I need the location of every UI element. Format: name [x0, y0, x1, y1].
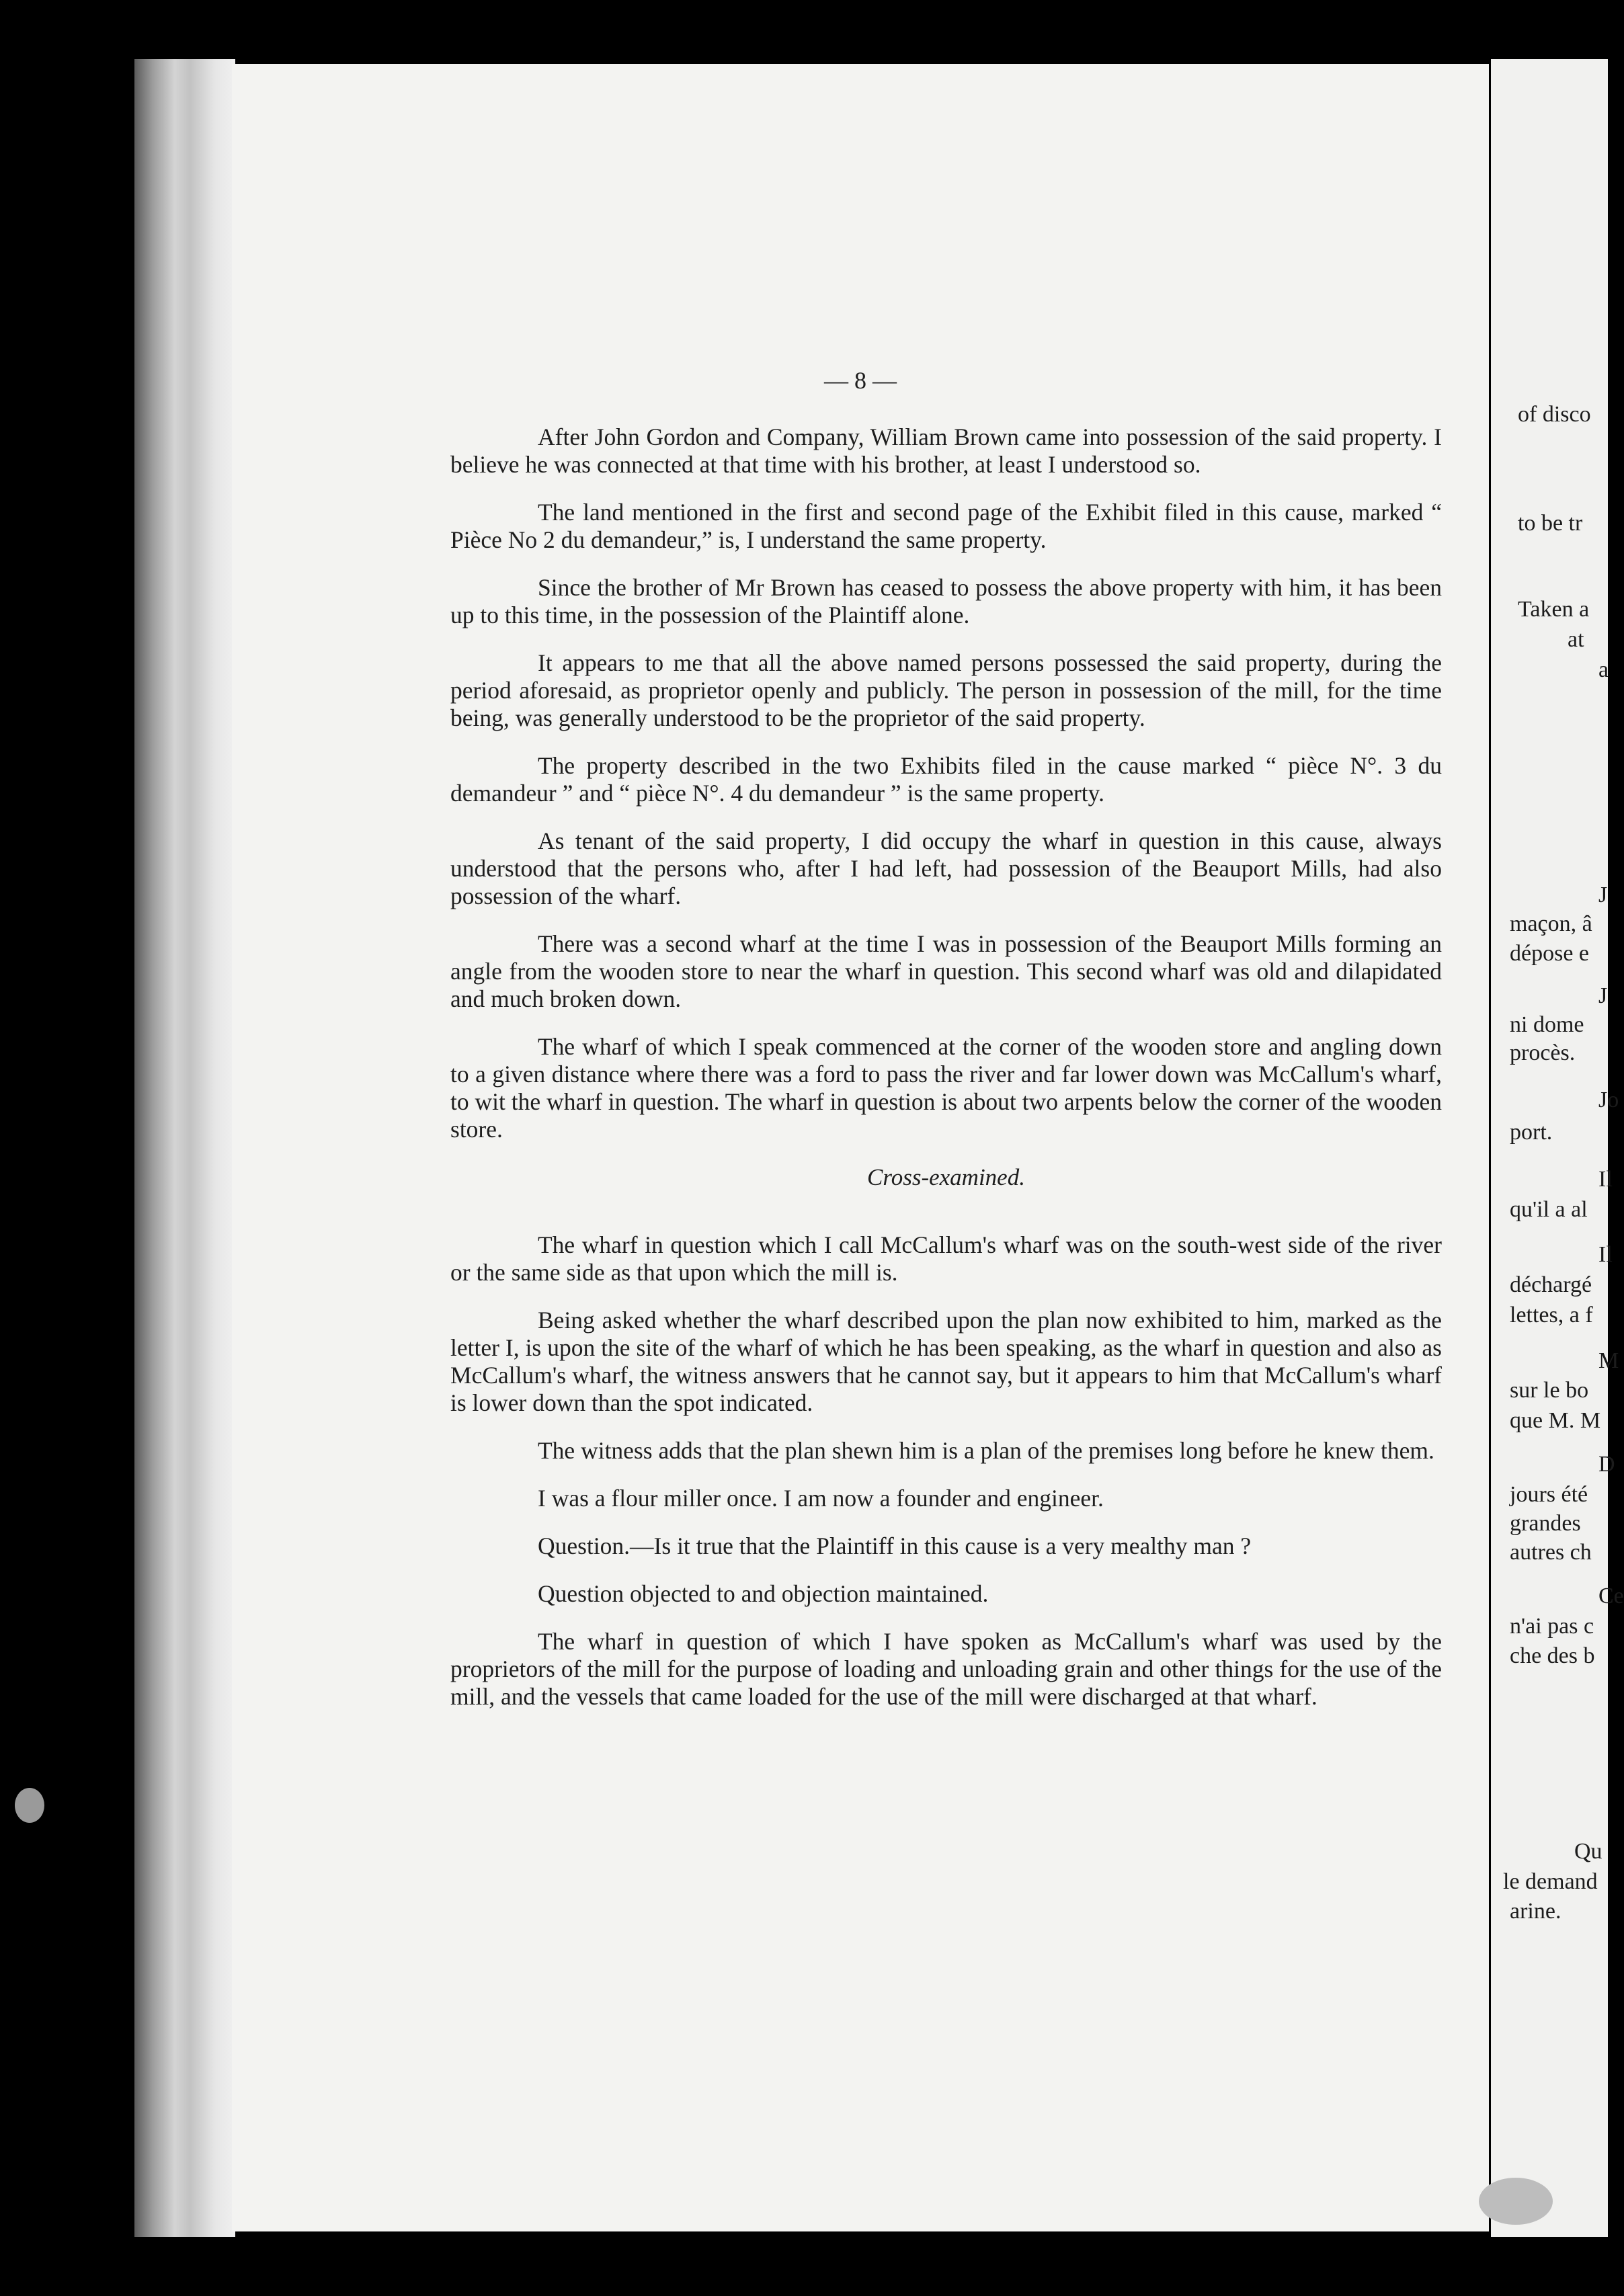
facing-page-text: port. [1510, 1120, 1553, 1145]
facing-page-fragment [1491, 59, 1624, 2237]
paragraph: The wharf of which I speak commenced at the corner of the wooden store and angling down to a given distance where there was a ford to pass the river and far lower down was McCallum's wharf, to wit the wharf in question. The wharf in question is about two arpents below the corner of the wooden store. [450, 1033, 1442, 1143]
paragraph: There was a second wharf at the time I was in possession of the Beauport Mills forming an angle from the wooden store to near the wharf in question. This second wharf was old and dilapidated and much broken down. [450, 930, 1442, 1012]
facing-page-text: ni dome [1510, 1012, 1584, 1037]
facing-page-text: lettes, a f [1510, 1303, 1593, 1327]
facing-page-text: grandes [1510, 1511, 1581, 1536]
paragraph: Question objected to and objection maintained. [538, 1580, 989, 1607]
scan-blemish [1479, 2178, 1553, 2225]
paragraph: Question.—Is it true that the Plaintiff in this cause is a very mealthy man ? [538, 1532, 1252, 1559]
facing-page-text: Il [1598, 1167, 1613, 1192]
paragraph: It appears to me that all the above named persons possessed the said property, during the period aforesaid, as proprietor openly and publicly. The person in possession of the mill, for the time being, was generally understood to be the proprietor of the said property. [450, 649, 1442, 731]
facing-page-text: jours été [1510, 1482, 1588, 1507]
paragraph: Since the brother of Mr Brown has ceased to possess the above property with him, it has been up to this time, in the possession of the Plaintiff alone. [450, 574, 1442, 628]
paragraph: The wharf in question which I call McCallum's wharf was on the south-west side of the river or the same side as that upon which the mill is. [450, 1231, 1442, 1286]
facing-page-text: autres ch [1510, 1540, 1592, 1565]
facing-page-text: M [1598, 1348, 1619, 1373]
facing-page-text: n'ai pas c [1510, 1614, 1594, 1639]
book-page-edge [134, 59, 235, 2237]
facing-page-text: sur le bo [1510, 1378, 1589, 1403]
scan-blemish [15, 1788, 44, 1823]
facing-page-text: to be tr [1518, 511, 1583, 536]
facing-page-text: che des b [1510, 1643, 1595, 1668]
facing-page-text: procès. [1510, 1040, 1576, 1065]
paragraph: The property described in the two Exhibits filed in the cause marked “ pièce N°. 3 du demandeur ” and “ pièce N°. 4 du demandeur ” is the same property. [450, 752, 1442, 807]
facing-page-text: déchargé [1510, 1272, 1592, 1297]
cross-examined-heading: Cross-examined. [867, 1164, 1025, 1190]
facing-page-text: qu'il a al [1510, 1197, 1588, 1222]
facing-page-text: que M. M [1510, 1408, 1601, 1433]
facing-page-text: of disco [1518, 402, 1591, 427]
facing-page-text: at [1568, 627, 1584, 652]
paragraph: The wharf in question of which I have spoken as McCallum's wharf was used by the proprietors of the mill for the purpose of loading and unloading grain and other things for the use of the mill, and the vessels that came loaded for the use of the mill were discharged at that wharf. [450, 1628, 1442, 1710]
facing-page-text: Taken a [1518, 597, 1590, 622]
facing-page-text: maçon, â [1510, 911, 1592, 936]
paragraph: As tenant of the said property, I did occupy the wharf in question in this cause, always understood that the persons who, after I had left, had possession of the Beauport Mills, had also possession of the wharf. [450, 827, 1442, 909]
paragraph: The witness adds that the plan shewn him is a plan of the premises long before he knew them. [538, 1437, 1434, 1464]
facing-page-text: a [1598, 657, 1609, 682]
facing-page-text: Qu [1574, 1839, 1602, 1864]
facing-page-text: arine. [1510, 1899, 1561, 1924]
paragraph: I was a flour miller once. I am now a founder and engineer. [538, 1485, 1104, 1512]
facing-page-text: J [1598, 983, 1608, 1008]
facing-page-text: Il [1598, 1242, 1613, 1267]
document-page [232, 64, 1489, 2231]
paragraph: Being asked whether the wharf described upon the plan now exhibited to him, marked as the letter I, is upon the site of the wharf of which he has been speaking, as the wharf in question and also as McCallum's wharf, the witness answers that he cannot say, but it appears to him that McCallum's wharf is lower down than the spot indicated. [450, 1307, 1442, 1416]
facing-page-text: D [1598, 1452, 1615, 1477]
paragraph: The land mentioned in the first and second page of the Exhibit filed in this cause, marked “ Pièce No 2 du demandeur,” is, I understand the same property. [450, 499, 1442, 553]
facing-page-text: J [1598, 883, 1608, 907]
testimony-text [450, 423, 1442, 1731]
facing-page-text: dépose e [1510, 941, 1590, 966]
facing-page-text: le demand [1503, 1869, 1598, 1894]
facing-page-text: Ce [1598, 1584, 1624, 1608]
paragraph: After John Gordon and Company, William Brown came into possession of the said property. I believe he was connected at that time with his brother, at least I understood so. [450, 423, 1442, 478]
page-number: — 8 — [824, 367, 897, 394]
facing-page-text: Jo [1598, 1088, 1619, 1112]
